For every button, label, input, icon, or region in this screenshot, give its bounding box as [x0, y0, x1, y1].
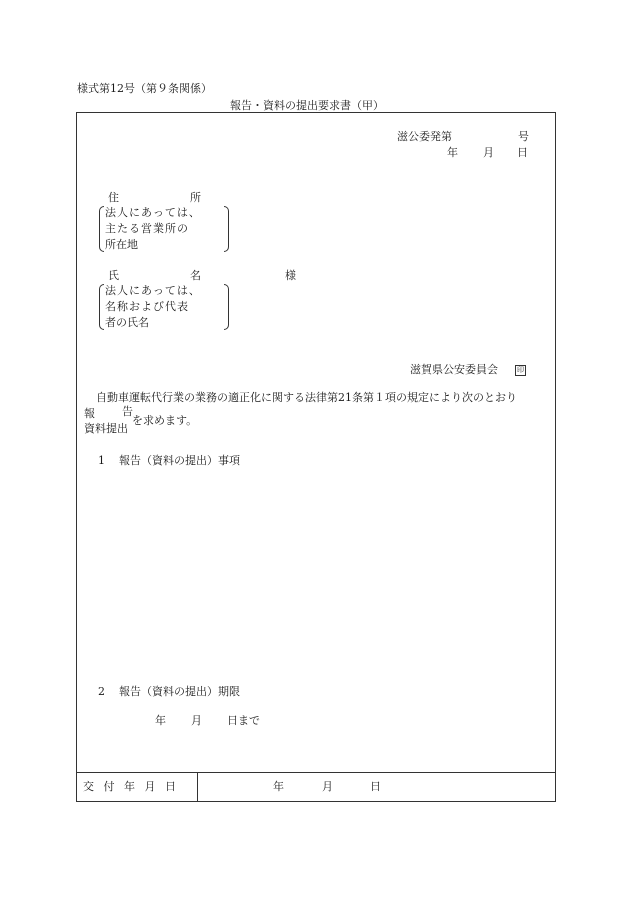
seal-icon: 印 — [517, 365, 524, 374]
address-note-line: 所在地 — [105, 238, 138, 251]
delivery-date-row — [77, 772, 555, 801]
deadline-day: 日まで — [227, 714, 260, 727]
item1-number: 1 — [98, 454, 105, 467]
body-main-text: 自動車運転代行業の業務の適正化に関する法律第21条第１項の規定により次のとおり — [96, 391, 517, 404]
address-note-line: 法人にあっては、 — [105, 206, 201, 219]
document-title: 報告・資料の提出要求書（甲） — [230, 99, 384, 112]
address-label-right: 所 — [190, 191, 201, 204]
name-note-line: 法人にあっては、 — [105, 284, 201, 297]
body-closing: を求めます。 — [132, 414, 198, 427]
option-report-left: 報 — [84, 407, 95, 420]
item1-label: 報告（資料の提出）事項 — [119, 454, 240, 467]
name-note-line: 者の氏名 — [105, 316, 149, 329]
delivery-date-label: 交 付 年 月 日 — [83, 780, 179, 793]
right-bracket — [224, 206, 229, 252]
address-note-line: 主たる営業所の — [105, 222, 189, 235]
name-note — [99, 283, 229, 331]
address-note — [99, 205, 229, 253]
issue-date-day: 日 — [517, 146, 528, 159]
item2-label: 報告（資料の提出）期限 — [119, 685, 240, 698]
document-number-suffix: 号 — [518, 130, 529, 143]
issue-date-month: 月 — [483, 146, 494, 159]
left-bracket — [99, 206, 104, 252]
name-label-right: 名 — [190, 269, 201, 282]
issuer-name: 滋賀県公安委員会 — [410, 363, 498, 376]
delivery-day: 日 — [370, 780, 381, 793]
deadline-month: 月 — [191, 714, 202, 727]
name-note-line: 名称および代表 — [105, 300, 189, 313]
official-seal — [515, 363, 526, 377]
item2-number: 2 — [98, 685, 105, 698]
form-number: 様式第12号（第９条関係） — [77, 82, 212, 95]
form-frame — [76, 112, 556, 802]
name-label-left: 氏 — [108, 269, 119, 282]
document-number-prefix: 滋公委発第 — [397, 130, 452, 143]
deadline-year: 年 — [155, 714, 166, 727]
option-materials: 資料提出 — [84, 422, 128, 435]
right-bracket — [224, 284, 229, 330]
left-bracket — [99, 284, 104, 330]
row-divider — [197, 773, 198, 801]
option-report-right: 告 — [122, 405, 133, 418]
issue-date-year: 年 — [447, 146, 458, 159]
delivery-month: 月 — [322, 780, 333, 793]
address-label-left: 住 — [108, 191, 119, 204]
delivery-year: 年 — [273, 780, 284, 793]
honorific: 様 — [285, 269, 296, 282]
